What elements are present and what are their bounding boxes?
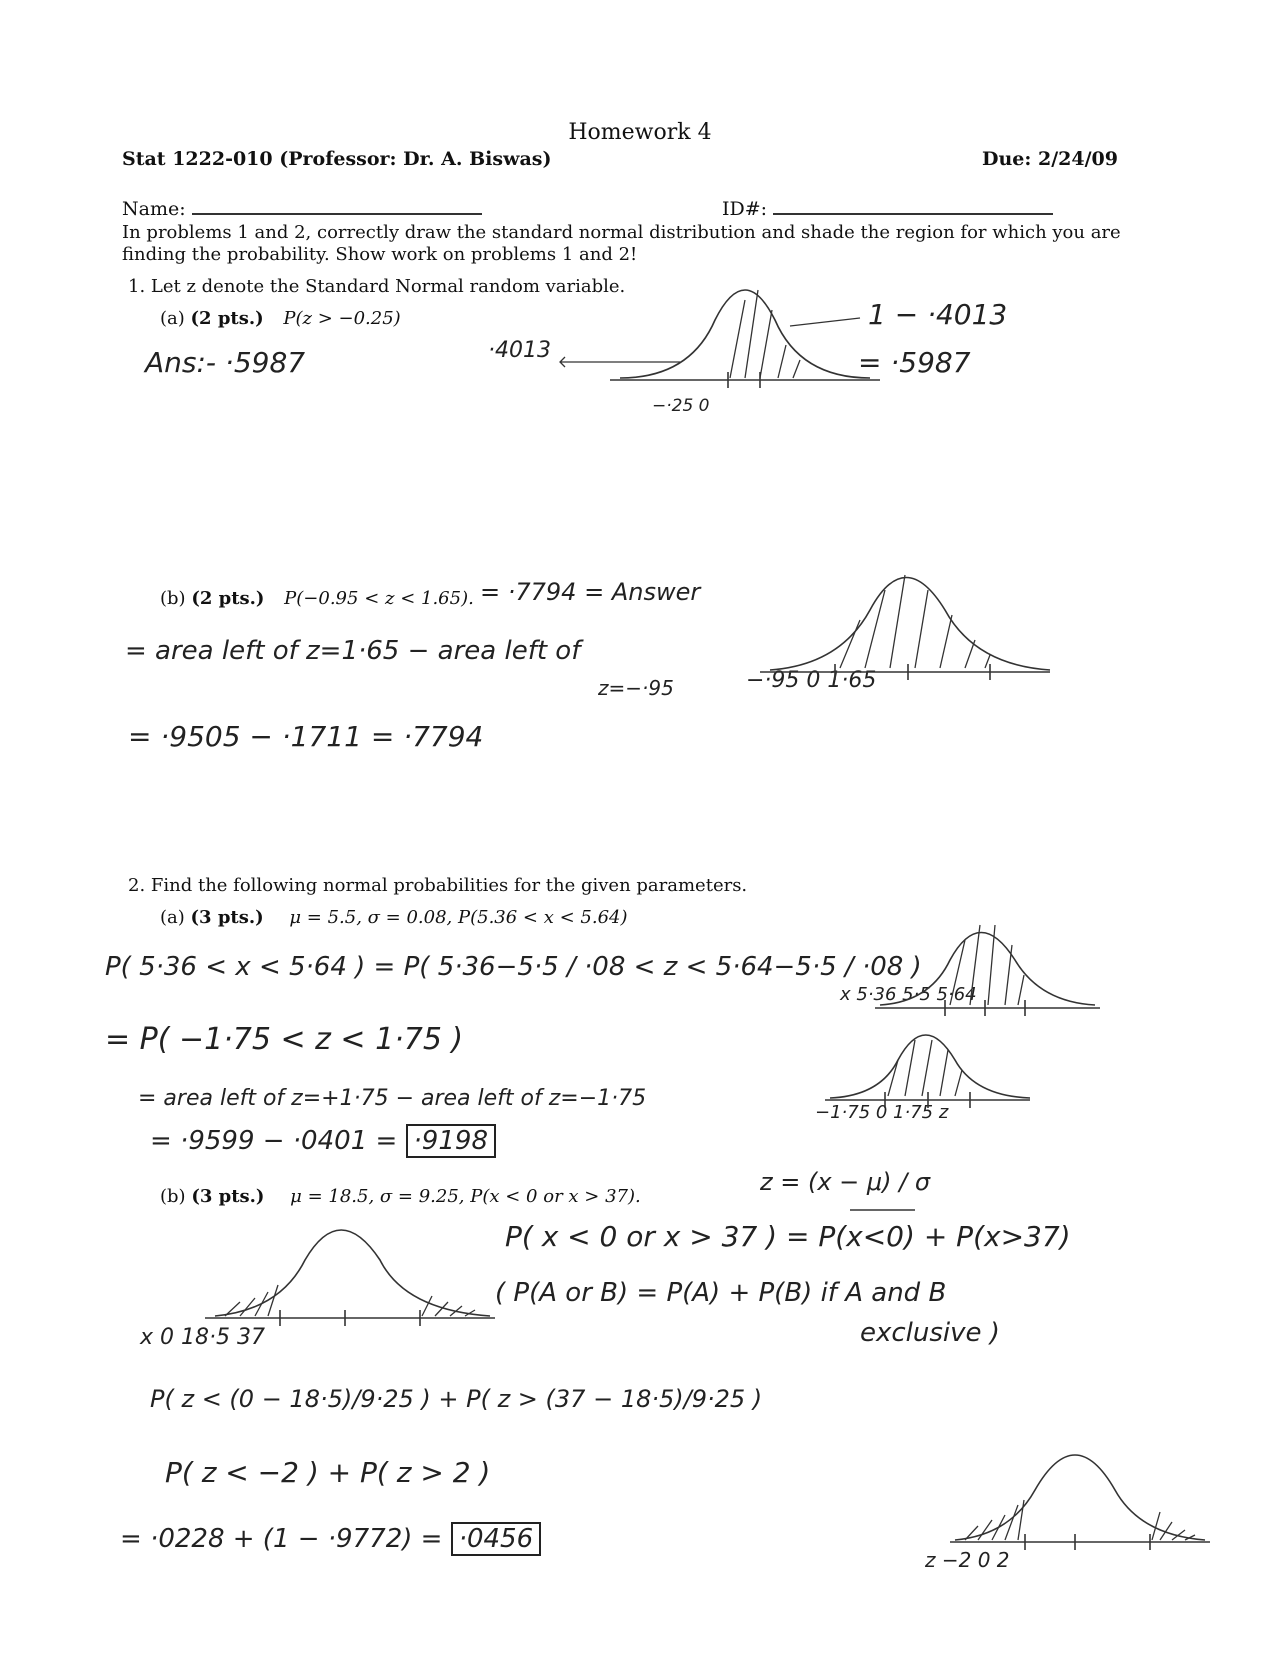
problem2b-label: (b) (160, 1186, 186, 1207)
problem2a-ticks-z: −1·75 0 1·75 z (815, 1102, 949, 1123)
problem1b-work-line1: = area left of z=1·65 − area left of (125, 636, 581, 666)
name-label: Name: (122, 198, 186, 220)
instructions: In problems 1 and 2, correctly draw the standard normal distribution and shade the region for which you are finding the probability. Show work on problems 1 and 2! (122, 222, 1121, 265)
problem1a-right-calc: 1 − ·4013 (868, 298, 1008, 331)
course-line: Stat 1222-010 (Professor: Dr. A. Biswas) (122, 148, 552, 170)
problem1a-pts: (2 pts.) (190, 308, 264, 329)
problem2b-work-line1: P( x < 0 or x > 37 ) = P(x<0) + P(x>37) (505, 1220, 1071, 1253)
due-date: Due: 2/24/09 (982, 148, 1118, 170)
problem1a-right-result: = ·5987 (858, 346, 971, 379)
id-label: ID#: (722, 198, 768, 220)
problem1a-ticks: −·25 0 (652, 396, 710, 416)
problem1a-left-area: ·4013 (488, 338, 551, 363)
problem1b-expr: P(−0.95 < z < 1.65). (284, 588, 474, 609)
normal-curve-2a-z (825, 1035, 1030, 1108)
problem2a-work-line4-text: = ·9599 − ·0401 = (150, 1126, 398, 1156)
problem2b-ticks-z: z −2 0 2 (925, 1548, 1010, 1572)
problem1b-ticks: −·95 0 1·65 (746, 668, 877, 693)
problem2b-ticks-x: x 0 18·5 37 (140, 1325, 265, 1350)
problem2b-work-line2: ( P(A or B) = P(A) + P(B) if A and B (495, 1278, 947, 1308)
problem2-stem: 2. Find the following normal probabilities for the given parameters. (128, 875, 748, 896)
problem2b-work-line4: P( z < −2 ) + P( z > 2 ) (165, 1456, 491, 1489)
problem1-stem: 1. Let z denote the Standard Normal random variable. (128, 276, 626, 297)
problem2a-work-line2: = P( −1·75 < z < 1·75 ) (105, 1022, 464, 1057)
normal-curve-2a-x (875, 925, 1100, 1016)
problem2a-boxed-answer: ·9198 (406, 1124, 496, 1158)
page-title: Homework 4 (568, 120, 712, 145)
problem2b-work-line3: P( z < (0 − 18·5)/9·25 ) + P( z > (37 − 18·5)/9·25 ) (150, 1385, 763, 1413)
problem1b-answer: = ·7794 = Answer (480, 578, 701, 606)
problem2a-work-line3: = area left of z=+1·75 − area left of z=−1·75 (138, 1086, 647, 1111)
problem2a-label: (a) (160, 907, 185, 928)
normal-curve-2b-z (950, 1455, 1210, 1550)
problem2a-work-line1: P( 5·36 < x < 5·64 ) = P( 5·36−5·5 / ·08 < z < 5·64−5·5 / ·08 ) (105, 952, 922, 982)
problem2a-ticks-x: x 5·36 5·5 5·64 (840, 984, 977, 1005)
problem2b-pts: (3 pts.) (191, 1186, 265, 1207)
problem2b-expr: μ = 18.5, σ = 9.25, P(x < 0 or x > 37). (290, 1186, 641, 1207)
problem2b-work-line5-text: = ·0228 + (1 − ·9772) = (120, 1524, 443, 1554)
problem2a-expr: μ = 5.5, σ = 0.08, P(5.36 < x < 5.64) (289, 907, 628, 928)
problem2b-boxed-answer: ·0456 (451, 1522, 541, 1556)
problem1b-pts: (2 pts.) (191, 588, 265, 609)
normal-curve-1b (760, 575, 1050, 680)
normal-curve-1a (560, 290, 880, 388)
normal-curve-2b-x (205, 1230, 495, 1326)
problem2b-work-line2b: exclusive ) (860, 1318, 1000, 1348)
problem1a-expr: P(z > −0.25) (283, 308, 401, 329)
problem1b-work-line1b: z=−·95 (598, 676, 674, 700)
problem1b-work-line2: = ·9505 − ·1711 = ·7794 (128, 720, 484, 753)
problem2b-z-formula: z = (x − μ) / σ (760, 1168, 931, 1196)
problem1a-label: (a) (160, 308, 185, 329)
problem1b-label: (b) (160, 588, 186, 609)
problem1a-answer: Ans:- ·5987 (145, 346, 306, 379)
problem2a-pts: (3 pts.) (190, 907, 264, 928)
